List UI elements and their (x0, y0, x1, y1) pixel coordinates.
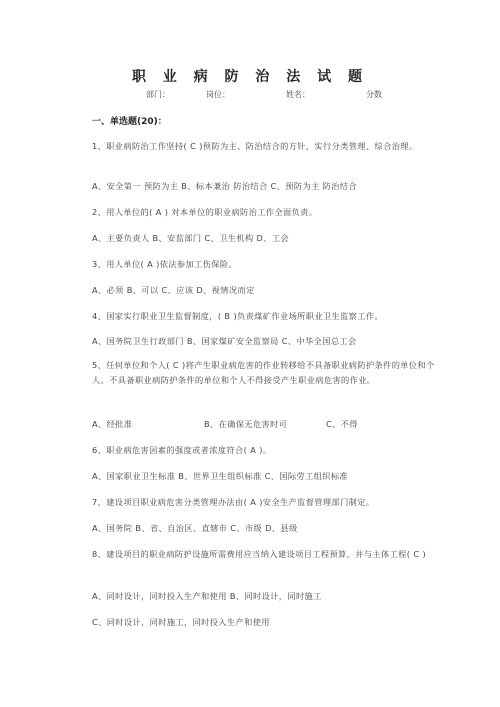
question-3: 3、用人单位( A )依法参加工伤保险。 (92, 259, 238, 269)
question-6-options: A、国家职业卫生标准 B、世界卫生组织标准 C、国际劳工组织标准 (92, 471, 349, 481)
question-4-options: A、国务院卫生行政部门 B、国家煤矿安全监察局 C、中华全国总工会 (92, 336, 357, 346)
question-4: 4、国家实行职业卫生监督制度，( B )负责煤矿作业场所职业卫生监察工作。 (92, 311, 384, 321)
question-2-options: A、主要负责人 B、安监部门 C、卫生机构 D、工会 (92, 233, 290, 243)
question-8-options-line-2: C、同时设计，同时施工，同时投入生产和使用 (92, 617, 270, 627)
position-label: 岗位： (206, 90, 230, 99)
page-title: 职 业 病 防 治 法 试 题 (131, 69, 369, 85)
option-b: B、在确保无危害时可 (204, 419, 288, 429)
dept-label: 部门： (146, 90, 170, 99)
question-2: 2、用人单位的( A ) 对本单位的职业病防治工作全面负责。 (92, 207, 318, 217)
question-7-options: A、国务院 B、省、自治区、直辖市 C、市级 D、县级 (92, 523, 298, 533)
question-5: 5、任何单位和个人( C )将产生职业病危害的作业转移给不具备职业病防护条件的单位和个人。不具备职业病防护条件的单位和个人不得接受产生职业病危害的作业。 (92, 360, 435, 385)
question-8-options-line-1: A、同时设计，同时投入生产和使用 B、同时设计，同时施工 (92, 591, 322, 601)
section-heading: 一、单选题(20)： (92, 117, 167, 127)
question-1-options: A、安全第一 预防为主 B、标本兼治 防治结合 C、预防为主 防治结合 (92, 181, 358, 191)
question-6: 6、职业病危害因素的强度或者浓度符合( A )。 (92, 445, 272, 455)
option-c: C、不得 (326, 419, 358, 429)
option-a: A、经批准 (92, 419, 133, 429)
question-1: 1、职业病防治工作坚持( C )预防为主、防治结合的方针，实行分类管理、综合治理。 (92, 141, 418, 151)
name-label: 姓名： (286, 90, 310, 99)
question-7: 7、建设项目职业病危害分类管理办法由( A )安全生产监督管理部门制定。 (92, 497, 375, 507)
question-8: 8、建设项目的职业病防护设施所需费用应当纳入建设项目工程预算，并与主体工程( C ) (92, 549, 427, 559)
score-label: 分数 (366, 90, 382, 99)
question-5-options (92, 417, 437, 432)
question-3-options: A、必须 B、可以 C、应该 D、视情况而定 (92, 285, 255, 295)
